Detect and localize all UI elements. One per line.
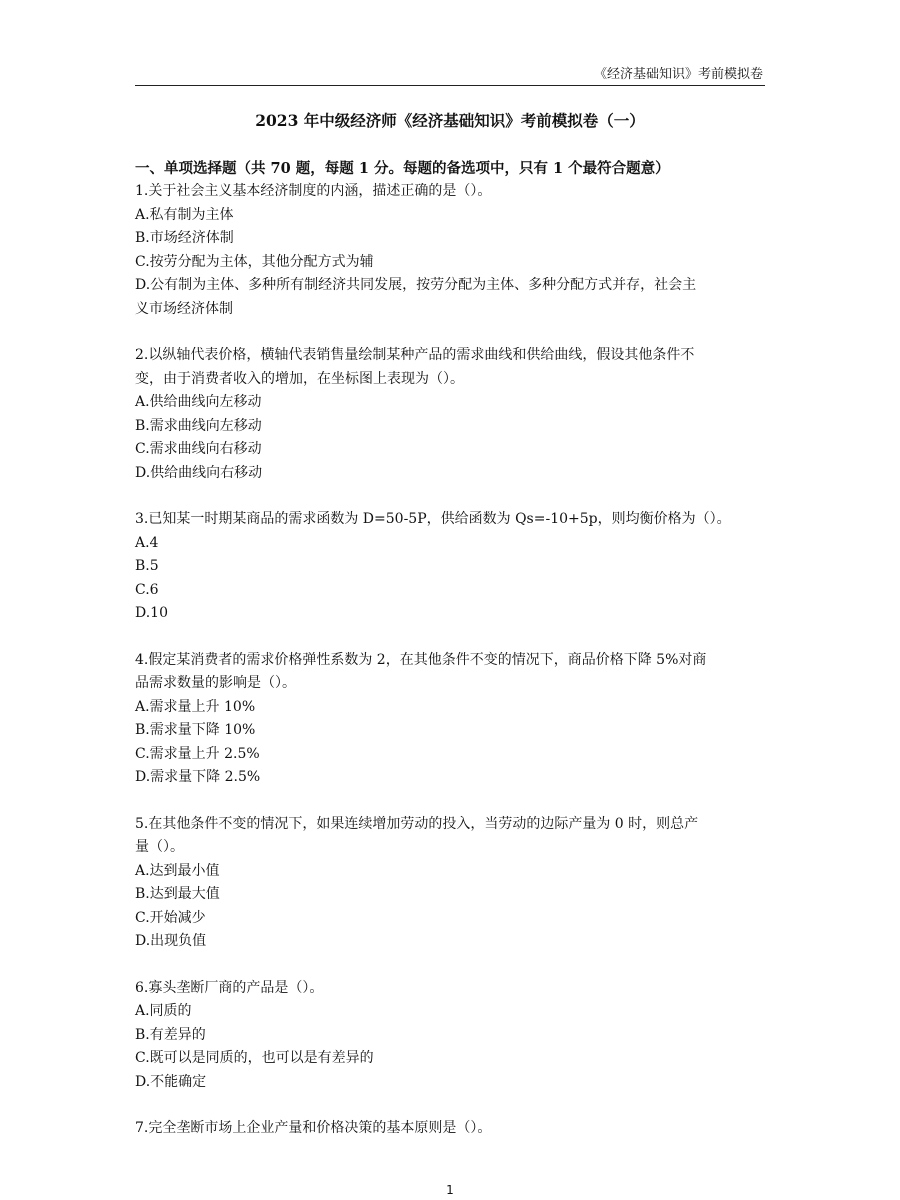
question-stem	[135, 649, 765, 696]
question-stem-line: 量（）。	[135, 839, 184, 855]
question-stem-line: 变，由于消费者收入的增加，在坐标图上表现为（）。	[135, 370, 464, 387]
answer-option-line: A.私有制为主体	[135, 206, 234, 223]
answer-option-line: C.6	[135, 581, 159, 598]
answer-option-line: A.同质的	[135, 1003, 192, 1019]
answer-option-line: C.开始减少	[135, 909, 206, 926]
answer-option	[135, 204, 765, 228]
question-stem-line: 3.已知某一时期某商品的需求函数为 D=50-5P，供给函数为 Qs=-10+5p，则均衡价格为（）。	[135, 511, 731, 527]
question-stem-line: 2.以纵轴代表价格，横轴代表销售量绘制某种产品的需求曲线和供给曲线，假设其他条件不	[135, 347, 695, 363]
answer-option-line: D.不能确定	[135, 1073, 207, 1090]
answer-option	[135, 579, 765, 603]
answer-option	[135, 274, 765, 321]
answer-option-line: C.既可以是同质的，也可以是有差异的	[135, 1050, 374, 1066]
question-3	[135, 508, 765, 626]
answer-option-line: D.公有制为主体、多种所有制经济共同发展，按劳分配为主体、多种分配方式并存，社会主	[135, 277, 697, 293]
question-1	[135, 180, 765, 321]
section-heading: 一、单项选择题（共 70 题，每题 1 分。每题的备选项中，只有 1 个最符合题意）	[135, 160, 670, 177]
page-number: 1	[446, 1183, 454, 1197]
question-stem	[135, 977, 765, 1001]
answer-option-line: C.按劳分配为主体，其他分配方式为辅	[135, 253, 374, 270]
question-stem-line: 7.完全垄断市场上企业产量和价格决策的基本原则是（）。	[135, 1120, 492, 1136]
question-stem	[135, 180, 765, 204]
question-list	[135, 180, 765, 1164]
question-stem-line: 品需求数量的影响是（）。	[135, 675, 296, 691]
answer-option-line: A.达到最小值	[135, 862, 220, 879]
answer-option	[135, 930, 765, 954]
answer-option-line: A.4	[135, 534, 159, 551]
answer-option	[135, 1024, 765, 1048]
running-header: 《经济基础知识》考前模拟卷	[593, 67, 763, 82]
question-stem	[135, 344, 765, 391]
question-stem-line: 5.在其他条件不变的情况下，如果连续增加劳动的投入，当劳动的边际产量为 0 时，则总产	[135, 815, 699, 832]
answer-option	[135, 227, 765, 251]
answer-option	[135, 1071, 765, 1095]
answer-option-line: B.需求曲线向左移动	[135, 417, 262, 434]
answer-option-line: D.供给曲线向右移动	[135, 464, 263, 481]
document-title: 2023 年中级经济师《经济基础知识》考前模拟卷（一）	[255, 111, 645, 130]
answer-option	[135, 602, 765, 626]
answer-option	[135, 415, 765, 439]
answer-option-line: A.需求量上升 10%	[135, 698, 256, 715]
answer-option	[135, 743, 765, 767]
question-stem	[135, 508, 765, 532]
answer-option	[135, 438, 765, 462]
answer-option	[135, 907, 765, 931]
header-rule	[135, 85, 765, 86]
answer-option-line: A.供给曲线向左移动	[135, 394, 262, 410]
question-7	[135, 1117, 765, 1141]
answer-option	[135, 883, 765, 907]
answer-option-line: D.需求量下降 2.5%	[135, 769, 261, 785]
answer-option-line: B.5	[135, 558, 159, 574]
answer-option-line: B.市场经济体制	[135, 230, 234, 246]
question-stem	[135, 1117, 765, 1141]
question-stem-line: 6.寡头垄断厂商的产品是（）。	[135, 979, 324, 996]
answer-option	[135, 766, 765, 790]
question-2	[135, 344, 765, 485]
answer-option-line: B.有差异的	[135, 1026, 206, 1043]
answer-option-line: D.10	[135, 605, 168, 621]
question-5	[135, 813, 765, 954]
question-6	[135, 977, 765, 1095]
answer-option	[135, 391, 765, 415]
answer-option	[135, 462, 765, 486]
answer-option-line: D.出现负值	[135, 933, 207, 949]
question-stem-line: 1.关于社会主义基本经济制度的内涵，描述正确的是（）。	[135, 183, 492, 199]
answer-option	[135, 719, 765, 743]
answer-option	[135, 860, 765, 884]
answer-option-line: C.需求曲线向右移动	[135, 441, 262, 457]
answer-option-line: B.需求量下降 10%	[135, 722, 256, 738]
question-stem-line: 4.假定某消费者的需求价格弹性系数为 2，在其他条件不变的情况下，商品价格下降 5%对商	[135, 651, 707, 668]
answer-option-line: C.需求量上升 2.5%	[135, 745, 260, 762]
answer-option	[135, 251, 765, 275]
question-4	[135, 649, 765, 790]
question-stem	[135, 813, 765, 860]
answer-option-line: 义市场经济体制	[135, 300, 233, 317]
answer-option	[135, 696, 765, 720]
answer-option-line: B.达到最大值	[135, 886, 220, 902]
answer-option	[135, 1047, 765, 1071]
answer-option	[135, 555, 765, 579]
answer-option	[135, 532, 765, 556]
answer-option	[135, 1000, 765, 1024]
